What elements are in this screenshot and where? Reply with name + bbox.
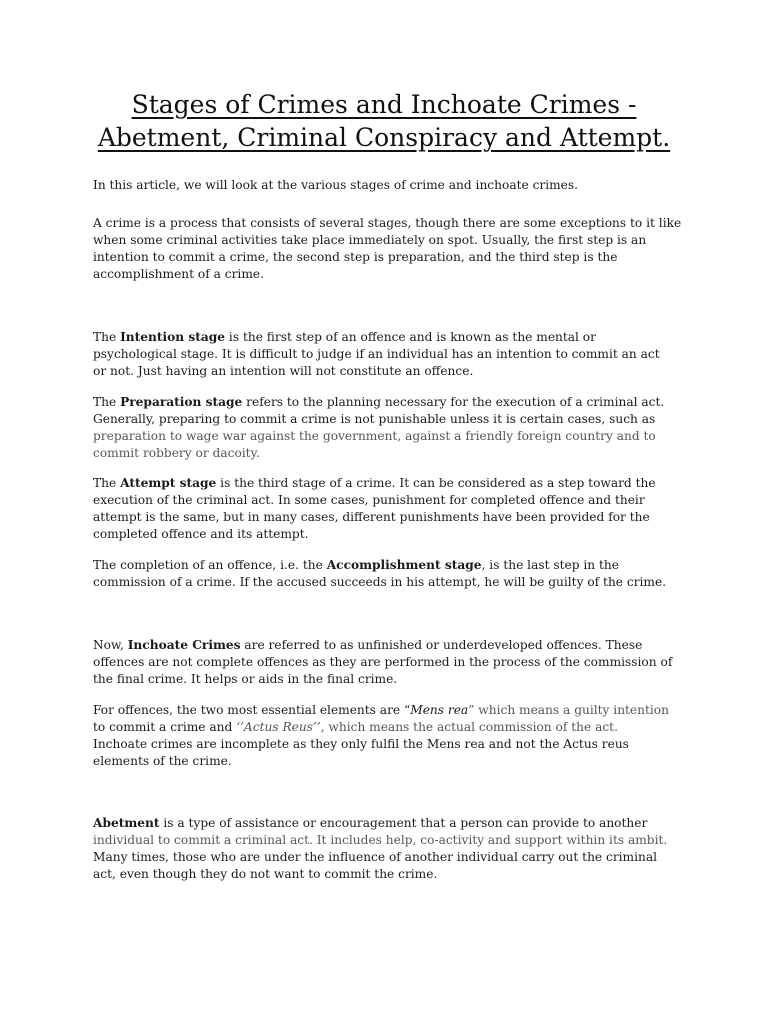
accomplishment-prefix: The completion of an offence, i.e. the [93, 558, 327, 572]
abetment-line: Many times, those who are under the influence of another individual carry out the criminal [93, 850, 658, 865]
elements-line: Inchoate crimes are incomplete as they only fulfil the Mens rea and not the Actus reus [93, 737, 629, 752]
elements-line [93, 702, 683, 719]
process-line: accomplishment of a crime. [93, 267, 264, 282]
inchoate-rest: are referred to as unfinished or underdeveloped offences. These [240, 638, 643, 652]
preparation-term: Preparation stage [120, 395, 243, 409]
mens-rea-term: Mens rea [410, 703, 469, 717]
document-title [60, 88, 708, 154]
intention-rest: is the first step of an offence and is known as the mental or [225, 330, 596, 344]
intention-line: or not. Just having an intention will not constitute an offence. [93, 364, 474, 379]
inchoate-line: the final crime. It helps or aids in the final crime. [93, 672, 398, 687]
elements-suffix-1: ” which means a guilty intention [468, 703, 669, 717]
attempt-line: execution of the criminal act. In some cases, punishment for completed offence and their [93, 493, 645, 508]
abetment-line: individual to commit a criminal act. It includes help, co-activity and support within its ambit. [93, 833, 668, 848]
accomplishment-rest: , is the last step in the [481, 558, 619, 572]
inchoate-paragraph [93, 637, 683, 688]
preparation-paragraph [93, 394, 683, 462]
intention-line: psychological stage. It is difficult to judge if an individual has an intention to commit an act [93, 347, 660, 362]
intro-paragraph [93, 177, 683, 194]
title-line-2: Abetment, Criminal Conspiracy and Attempt. [97, 123, 671, 152]
process-line: when some criminal activities take place immediately on spot. Usually, the first step is an [93, 233, 647, 248]
abetment-line: act, even though they do not want to commit the crime. [93, 867, 438, 882]
attempt-rest: is the third stage of a crime. It can be considered as a step toward the [216, 476, 656, 490]
attempt-line [93, 475, 683, 492]
inchoate-term: Inchoate Crimes [127, 638, 241, 652]
process-paragraph [93, 215, 683, 283]
preparation-rest: refers to the planning necessary for the execution of a criminal act. [242, 395, 665, 409]
inchoate-prefix: Now, [93, 638, 128, 652]
elements-paragraph [93, 702, 683, 770]
elements-suffix-2: , which means the actual commission of the act. [320, 720, 618, 735]
inchoate-line: offences are not complete offences as they are performed in the process of the commission of [93, 655, 673, 670]
attempt-term: Attempt stage [120, 476, 217, 490]
accomplishment-line [93, 557, 683, 574]
intro-text: In this article, we will look at the various stages of crime and inchoate crimes. [93, 178, 579, 192]
abetment-term: Abetment [93, 816, 160, 830]
preparation-line: Generally, preparing to commit a crime is not punishable unless it is certain cases, such as [93, 412, 656, 427]
preparation-line: preparation to wage war against the government, against a friendly foreign country and to [93, 429, 656, 444]
title-line-1: Stages of Crimes and Inchoate Crimes - [131, 90, 637, 119]
preparation-line [93, 394, 683, 411]
accomplishment-line: commission of a crime. If the accused succeeds in his attempt, he will be guilty of the crime. [93, 575, 667, 590]
elements-line: elements of the crime. [93, 754, 232, 769]
actus-reus-term: ‘’Actus Reus’’ [236, 720, 321, 735]
accomplishment-term: Accomplishment stage [326, 558, 482, 572]
abetment-rest: is a type of assistance or encouragement that a person can provide to another [159, 816, 648, 830]
intention-term: Intention stage [120, 330, 226, 344]
abetment-paragraph [93, 815, 683, 883]
preparation-line: commit robbery or dacoity. [93, 446, 260, 461]
attempt-line: attempt is the same, but in many cases, different punishments have been provided for the [93, 510, 650, 525]
inchoate-line [93, 637, 683, 654]
process-line: A crime is a process that consists of several stages, though there are some exceptions to it like [93, 216, 682, 230]
process-line: intention to commit a crime, the second step is preparation, and the third step is the [93, 250, 618, 265]
intention-paragraph [93, 329, 683, 380]
intention-line [93, 329, 683, 346]
elements-prefix-2: to commit a crime and [93, 720, 237, 735]
attempt-line: completed offence and its attempt. [93, 527, 309, 542]
attempt-prefix: The [93, 476, 121, 490]
abetment-line [93, 815, 683, 832]
elements-prefix-1: For offences, the two most essential elements are “ [93, 703, 411, 717]
attempt-paragraph [93, 475, 683, 543]
accomplishment-paragraph [93, 557, 683, 591]
elements-line [93, 719, 683, 736]
intention-prefix: The [93, 330, 121, 344]
preparation-prefix: The [93, 395, 121, 409]
